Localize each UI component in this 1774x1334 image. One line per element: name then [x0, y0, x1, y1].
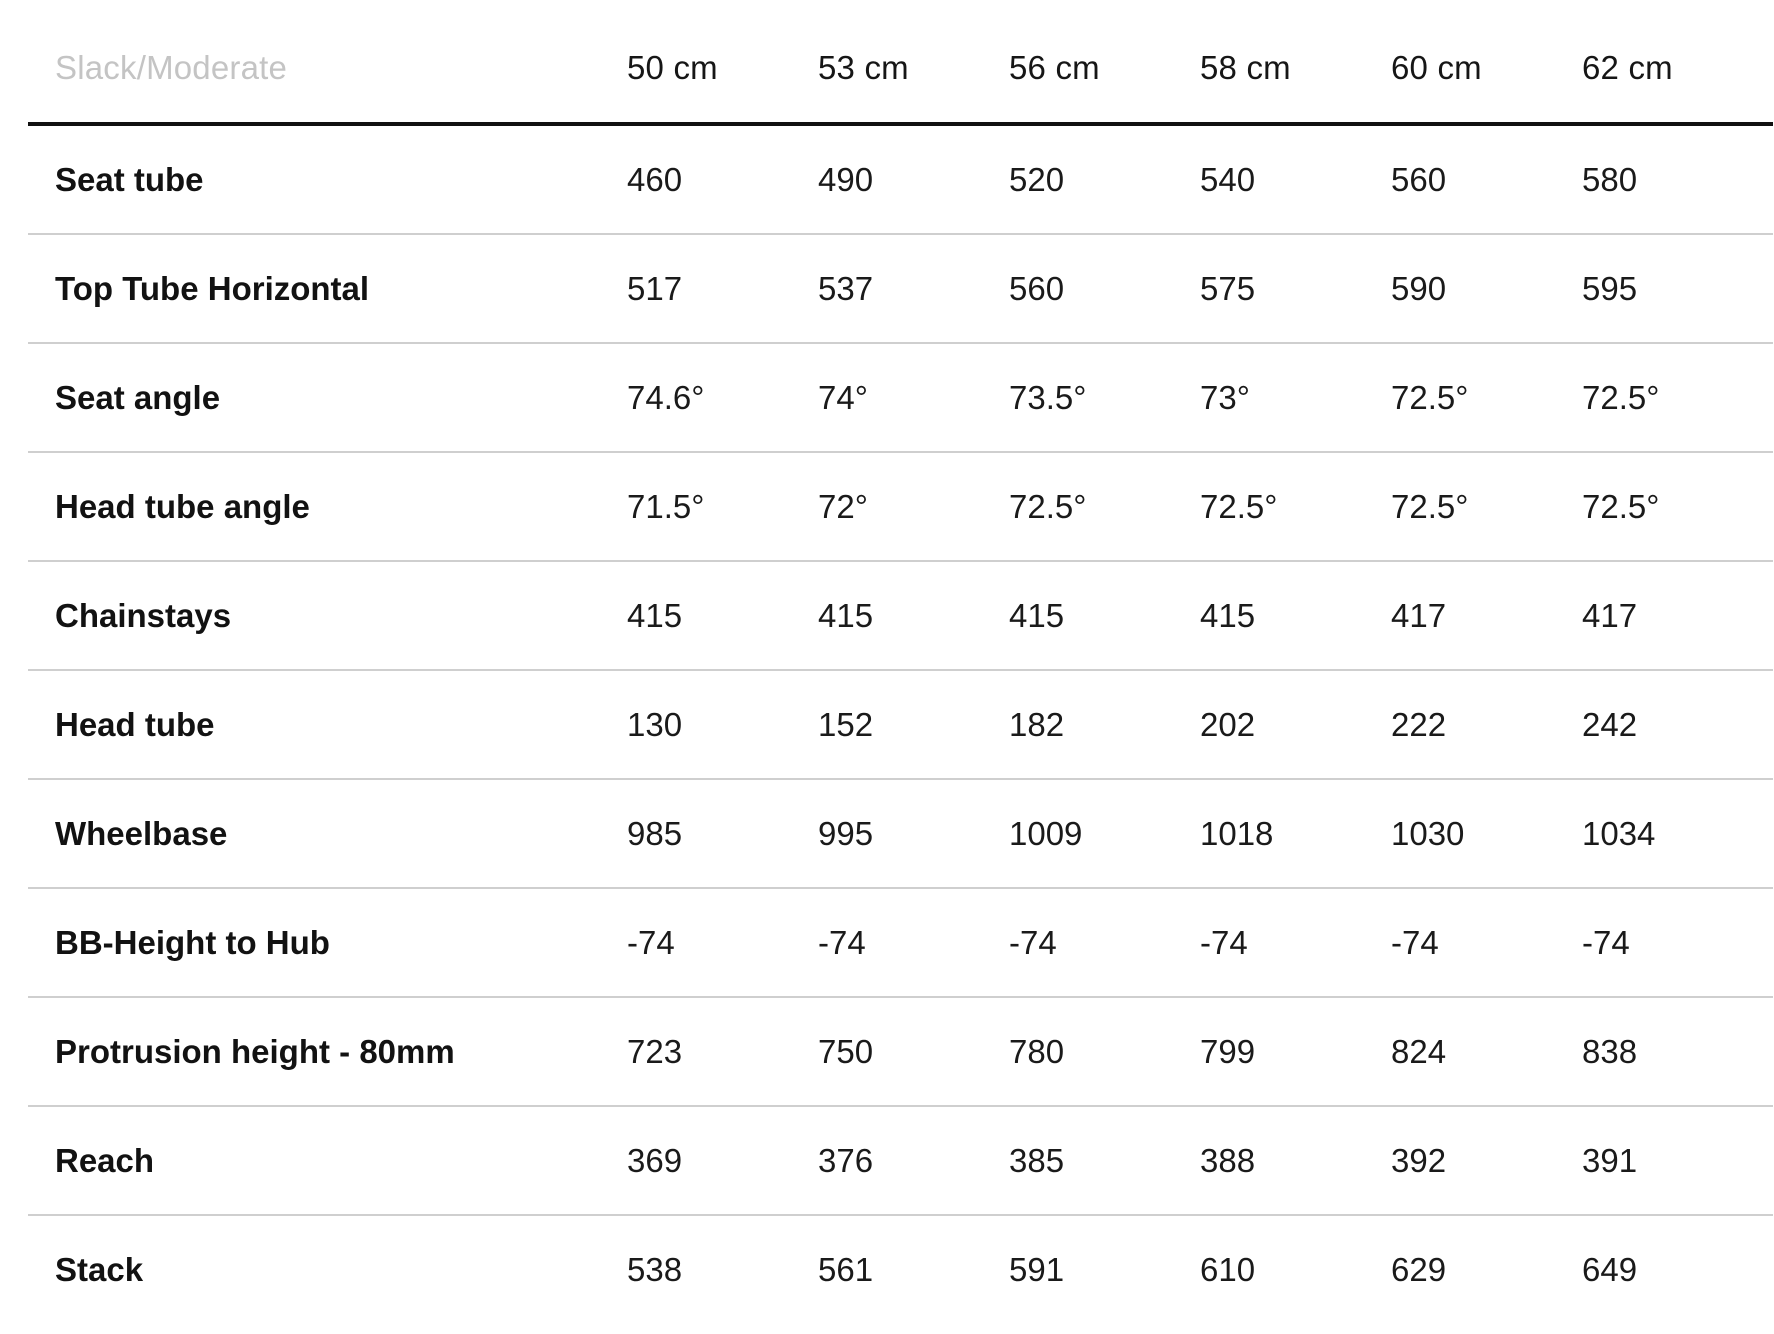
- row-label: Protrusion height - 80mm: [28, 997, 627, 1106]
- table-cell: 1018: [1200, 779, 1391, 888]
- size-header: 50 cm: [627, 14, 818, 124]
- table-cell: 723: [627, 997, 818, 1106]
- table-cell: 392: [1391, 1106, 1582, 1215]
- geometry-table: [28, 14, 1773, 1323]
- table-cell: 1030: [1391, 779, 1582, 888]
- row-label: Wheelbase: [28, 779, 627, 888]
- geometry-type-label: Slack/Moderate: [28, 14, 627, 124]
- table-cell: -74: [818, 888, 1009, 997]
- header-row: [28, 14, 1773, 124]
- table-cell: 417: [1391, 561, 1582, 670]
- table-cell: 72.5°: [1582, 452, 1773, 561]
- size-header: 60 cm: [1391, 14, 1582, 124]
- table-cell: 72.5°: [1582, 343, 1773, 452]
- row-label: Seat angle: [28, 343, 627, 452]
- table-cell: -74: [1391, 888, 1582, 997]
- table-cell: 72.5°: [1009, 452, 1200, 561]
- table-row: [28, 452, 1773, 561]
- table-cell: 561: [818, 1250, 874, 1288]
- table-cell: 520: [1009, 124, 1200, 234]
- table-cell: 242: [1582, 670, 1773, 779]
- table-body: [28, 124, 1773, 1323]
- row-label: Stack: [55, 1250, 144, 1288]
- table-cell: 580: [1582, 124, 1773, 234]
- table-cell: 824: [1391, 997, 1582, 1106]
- table-cell: 415: [1009, 561, 1200, 670]
- table-row: [28, 997, 1773, 1106]
- table-cell: -74: [1200, 888, 1391, 997]
- table-row: [28, 779, 1773, 888]
- table-cell: 72.5°: [1391, 452, 1582, 561]
- table-cell: 74°: [818, 343, 1009, 452]
- table-row: [28, 234, 1773, 343]
- table-cell: 575: [1200, 234, 1391, 343]
- table-cell: 538: [627, 1250, 683, 1288]
- table-row: [28, 670, 1773, 779]
- table-cell: 415: [818, 561, 1009, 670]
- table-cell: 985: [627, 779, 818, 888]
- table-cell: 995: [818, 779, 1009, 888]
- table-cell: 517: [627, 234, 818, 343]
- table-cell: 417: [1582, 561, 1773, 670]
- row-label: BB-Height to Hub: [28, 888, 627, 997]
- row-label: Top Tube Horizontal: [28, 234, 627, 343]
- table-cell: -74: [1009, 888, 1200, 997]
- table-cell: 629: [1391, 1250, 1447, 1288]
- table-cell: 649: [1582, 1250, 1638, 1288]
- row-label: Seat tube: [28, 124, 627, 234]
- table-cell: 537: [818, 234, 1009, 343]
- table-row: [28, 888, 1773, 997]
- row-label: Reach: [28, 1106, 627, 1215]
- table-cell: -74: [627, 888, 818, 997]
- table-cell: 415: [1200, 561, 1391, 670]
- size-header: 53 cm: [818, 14, 1009, 124]
- size-header: 58 cm: [1200, 14, 1391, 124]
- table-row: [28, 1106, 1773, 1215]
- table-row: [28, 561, 1773, 670]
- table-cell: 1009: [1009, 779, 1200, 888]
- table-cell: 415: [627, 561, 818, 670]
- table-cell: 71.5°: [627, 452, 818, 561]
- table-cell: 540: [1200, 124, 1391, 234]
- table-cell: 1034: [1582, 779, 1773, 888]
- row-label: Head tube: [28, 670, 627, 779]
- table-cell: -74: [1582, 888, 1773, 997]
- table-cell: 222: [1391, 670, 1582, 779]
- table-header: [28, 14, 1773, 124]
- table-cell: 590: [1391, 234, 1582, 343]
- size-header: 56 cm: [1009, 14, 1200, 124]
- table-row: [28, 1215, 1773, 1323]
- table-cell: 73.5°: [1009, 343, 1200, 452]
- table-cell: 152: [818, 670, 1009, 779]
- table-cell: 391: [1582, 1106, 1773, 1215]
- table-cell: 72°: [818, 452, 1009, 561]
- table-cell: 560: [1009, 234, 1200, 343]
- row-label: Head tube angle: [28, 452, 627, 561]
- table-cell: 838: [1582, 997, 1773, 1106]
- table-cell: 369: [627, 1106, 818, 1215]
- table-cell: 591: [1009, 1250, 1065, 1288]
- table-cell: 610: [1200, 1250, 1256, 1288]
- table-cell: 799: [1200, 997, 1391, 1106]
- table-cell: 385: [1009, 1106, 1200, 1215]
- table-cell: 595: [1582, 234, 1773, 343]
- table-cell: 780: [1009, 997, 1200, 1106]
- table-cell: 388: [1200, 1106, 1391, 1215]
- table-cell: 72.5°: [1200, 452, 1391, 561]
- table-cell: 72.5°: [1391, 343, 1582, 452]
- table-cell: 376: [818, 1106, 1009, 1215]
- table-cell: 490: [818, 124, 1009, 234]
- size-header: 62 cm: [1582, 14, 1773, 124]
- table-cell: 74.6°: [627, 343, 818, 452]
- table-cell: 460: [627, 124, 818, 234]
- table-cell: 750: [818, 997, 1009, 1106]
- table-cell: 73°: [1200, 343, 1391, 452]
- row-label: Chainstays: [28, 561, 627, 670]
- table-cell: 202: [1200, 670, 1391, 779]
- table-row: [28, 124, 1773, 234]
- table-cell: 182: [1009, 670, 1200, 779]
- table-cell: 130: [627, 670, 818, 779]
- table-cell: 560: [1391, 124, 1582, 234]
- table-row: [28, 343, 1773, 452]
